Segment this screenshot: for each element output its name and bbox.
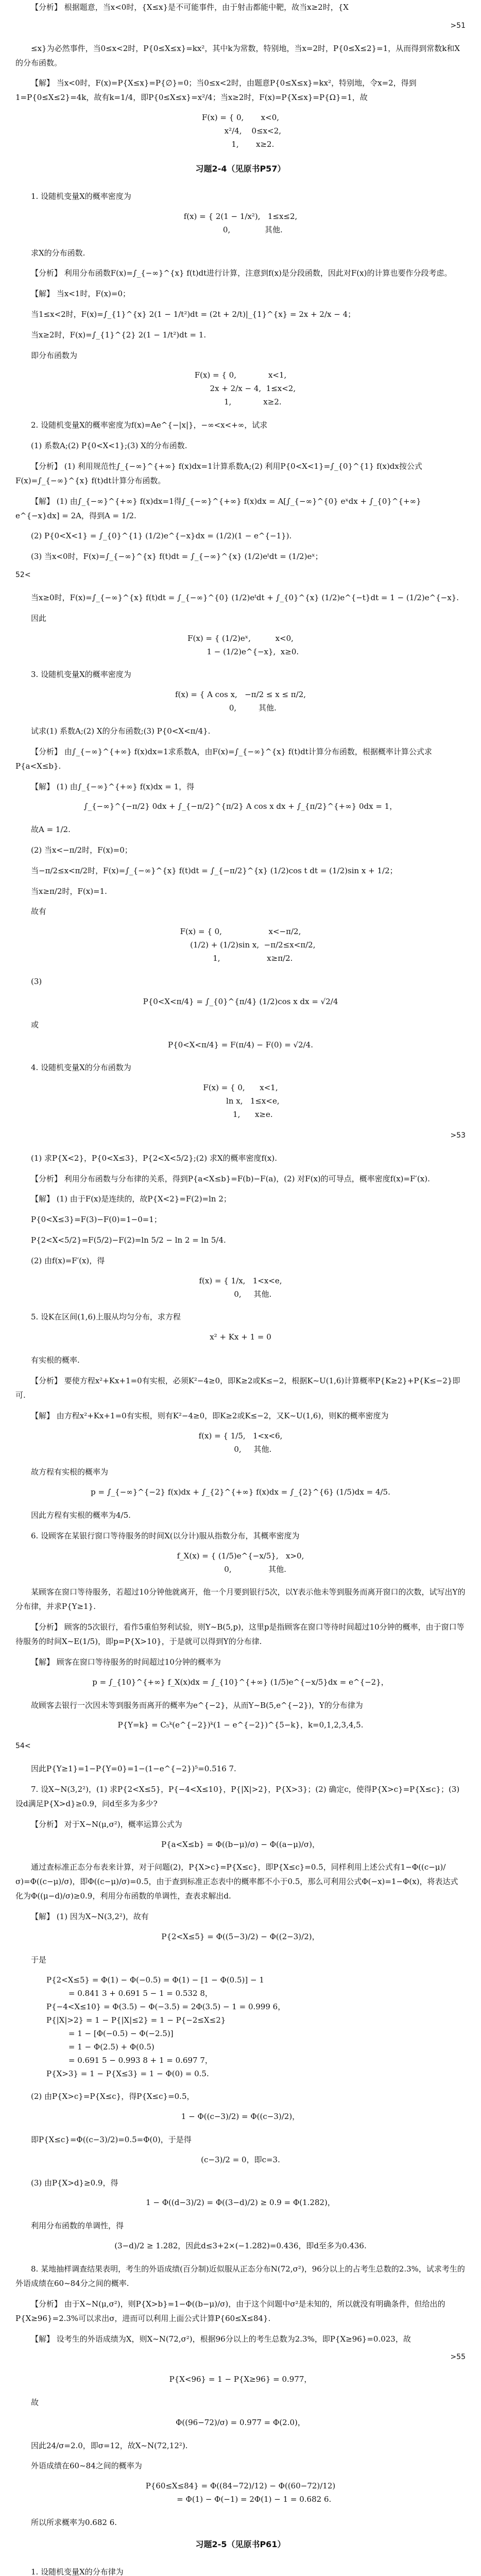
solution: 【解】 (1) 因为X~N(3,2²)，故有 [31,1912,149,1922]
solution: 当x≥0时，F(x)=∫_{−∞}^{x} f(t)dt = ∫_{−∞}^{0} (1/2)eᵗdt + ∫_{0}^{x} (1/2)e^{−t}dt = 1 − (1/2)e^{−x}. [31,592,459,602]
formula: f(x) = { 2(1 − 1/x²), 1≤x≤2, 0, 其他. [183,211,298,234]
formula: f(x) = { 1/x, 1<x<e, 0, 其他. [199,1276,282,1299]
solution: 当x≥2时，F(x)=∫_{1}^{2} 2(1 − 1/t²)dt = 1. [31,330,207,340]
solution: 或 [31,1020,39,1029]
formula: f_X(x) = { (1/5)e^{−x/5}, x>0, 0, 其他. [177,1551,304,1574]
solution: 【解】 设考生的外语成绩为X，则X~N(72,σ²)，根据96分以上的考生总数为2.3%，即P{X≥96}=0.023，故 [31,2334,411,2344]
analysis: 通过查标准正态分布表来计算，对于问题(2)，P{X>c}=P{X≤c}，即P{X≤c}=0.5，同样利用上述公式有1−Φ((c−μ)/σ)=Φ((c−μ)/σ)，即Φ((c−μ)/σ)=0.5，由于查到标准正态表中的概率都不小于0.5，那么可利用公式Φ(−x)=1−Φ(x)，将表达式化为Φ((μ−d)/σ)≥0.9，利用分布函数的单调性，查表求解出d. [15,1862,458,1901]
formula: F(x) = { 0, x<0, x²/4, 0≤x<2, 1, x≥2. [201,113,282,149]
analysis: 【分析】 对于X~N(μ,σ²)，概率运算公式为 [31,1819,182,1829]
solution: 所以所求概率为0.682 6. [31,2518,117,2527]
solution: 外语成绩在60~84之间的概率为 [31,2461,142,2471]
formula: P{X<96} = 1 − P{X≥96} = 0.977， [169,2375,312,2384]
formula: ∫_{−∞}^{−π/2} 0dx + ∫_{−π/2}^{π/2} A cos x dx + ∫_{π/2}^{+∞} 0dx = 1， [83,802,398,811]
section-title: 习题2-4（见原书P57） [195,164,286,174]
formula: P{60≤X≤84} = Φ((84−72)/12) − Φ((60−72)/12) = Φ(1) − Φ(−1) = 2Φ(1) − 1 = 0.682 6. [145,2481,336,2504]
page-number: >55 [450,2353,466,2362]
solution: 于是 [31,1955,47,1964]
solution: 即分布函数为 [31,350,78,360]
solution: (2) 由f(x)=F′(x)，得 [31,1256,105,1265]
solution: 当−π/2≤x<π/2时，F(x)=∫_{−∞}^{x} f(t)dt = ∫_{−π/2}^{x} (1/2)cos t dt = (1/2)sin x + 1/2； [31,866,398,875]
question: 2. 设随机变量X的概率密度为f(x)=Ae^{−|x|}，−∞<x<+∞，试求 [31,420,268,430]
analysis: 【分析】 利用分布函数与分布律的关系，得到P{a<X≤b}=F(b)−F(a)，(2) 对F(x)的可导点，概率密度f(x)=F′(x). [31,1174,430,1183]
solution: (3) 当x<0时，F(x)=∫_{−∞}^{x} f(t)dt = ∫_{−∞}^{x} (1/2)eᵗdt = (1/2)eˣ； [31,552,323,562]
formula: F(x) = { 0, x<1, ln x, 1≤x<e, 1, x≥e. [203,1083,280,1120]
solution: 故顾客去银行一次因未等到服务而离开的概率为e^{−2}，从而Y~B(5,e^{−2})，Y的分布律为 [31,1700,363,1710]
solution: (3) 由P{X>d}≥0.9，得 [31,2178,118,2188]
solution: 因此P{Y≥1}=1−P{Y=0}=1−(1−e^{−2})⁵=0.516 7. [31,1764,236,1774]
solution: 因此24/σ=2.0，即σ=12，故X~N(72,12²). [31,2441,188,2450]
solution: 当1≤x<2时，F(x)=∫_{1}^{x} 2(1 − 1/t²)dt = (2t + 2/t)|_{1}^{x} = 2x + 2/x − 4； [31,309,356,319]
analysis: 【分析】 由于X~N(μ,σ²)，则P{X>b}=1−Φ((b−μ)/σ)，由于这个问题中σ²是未知的，所以就没有明确条件，但给出的P{X≥96}=2.3%可以求出σ，进而可以利用上面公式计算P{60≤X≤84}. [15,2299,445,2323]
formula: P{Y=k} = C₅ᵏ(e^{−2})ᵏ(1 − e^{−2})^{5−k}，k=0,1,2,3,4,5. [117,1720,364,1730]
question: 某顾客在窗口等待服务，若超过10分钟他就离开，他一个月要到银行5次，以Y表示他未等到服务而离开窗口的次数，试写出Y的分布律，并求P{Y≥1}. [15,1587,466,1612]
analysis: 【分析】 由∫_{−∞}^{+∞} f(x)dx=1求系数A，由F(x)=∫_{−∞}^{x} f(t)dt计算分布函数，根据概率计算公式求P{a<X≤b}. [15,747,432,771]
analysis: 【分析】 顾客的5次银行，看作5重伯努利试验，则Y~B(5,p)，这里p是指顾客在窗口等待时间超过10分钟的概率，由于窗口等待服务的时间X~E(1/5)，即p=P{X>10}，于是就可以得到Y的分布律. [15,1622,465,1647]
question: 有实根的概率. [31,1355,80,1365]
solution: (2) P{0<X<1} = ∫_{0}^{1} (1/2)e^{−x}dx = (1/2)(1 − e^{−1}). [31,531,292,541]
question: 7. 设X~N(3,2²)，(1) 求P{2<X≤5}，P{−4<X≤10}，P{|X|>2}，P{X>3}；(2) 确定c，使得P{X>c}=P{X≤c}；(3) 设d满足P{X>d}≥0.9，问d至多为多少? [15,1784,460,1808]
formula: f(x) = { A cos x, −π/2 ≤ x ≤ π/2, 0, 其他. [175,690,306,713]
formula: P{2<X≤5} = Φ(1) − Φ(−0.5) = Φ(1) − [1 − Φ(0.5)] − 1 = 0.841 3 + 0.691 5 − 1 = 0.532 8， P{−4<X≤10} = Φ(3.5) − Φ(−3.5) = 2Φ(3.5) − 1 = 0.999 6， P{|X|>2} = 1 − P{|X|≤2} = 1 − P{−2≤X≤2} = 1 − [Φ(−0.5) − Φ(−2.5)] = 1 − Φ(2.5) + Φ(0.5) = 0.691 5 − 0.993 8 + 1 = 0.697 7， P{X>3} = 1 − P{X≤3} = 1 − Φ(0) = 0.5. [46,1975,286,2078]
analysis: 【分析】 利用分布函数F(x)=∫_{−∞}^{x} f(t)dt进行计算，注意到f(x)是分段函数，因此对F(x)的计算也要作分段考虑。 [31,268,452,278]
formula: P{0<X<π/4} = F(π/4) − F(0) = √2/4. [168,1040,313,1049]
formula: (3−d)/2 ≥ 1.282，因此d≤3+2×(−1.282)=0.436，即d至多为0.436. [114,2241,367,2251]
solution: 【解】 由方程x²+Kx+1=0有实根，则有K²−4≥0，即K≥2或K≤−2，又K~U(1,6)，则K的概率密度为 [31,1411,389,1420]
solution: 【解】 (1) 由∫_{−∞}^{+∞} f(x)dx = 1，得 [31,782,195,791]
question: 5. 设K在区间(1,6)上服从均匀分布，求方程 [31,1312,181,1322]
question: 4. 设随机变量X的分布函数为 [31,1063,131,1073]
formula: p = ∫_{10}^{+∞} f_X(x)dx = ∫_{10}^{+∞} (1/5)e^{−x/5}dx = e^{−2}， [92,1677,389,1687]
formula: P{2<X≤5} = Φ((5−3)/2) − Φ((2−3)/2)， [161,1931,320,1941]
page-number: 52< [15,571,31,580]
solution: 故 [31,2397,39,2407]
question: 求X的分布函数. [31,248,85,258]
solution: 利用分布函数的单调性，得 [31,2221,124,2231]
section-title: 习题2-5（见原书P61） [195,2539,286,2549]
solution: 当x≥π/2时，F(x)=1. [31,886,107,896]
question: (1) 系数A;(2) P{0<X<1};(3) X的分布函数. [31,441,187,450]
page-number: 54< [15,1742,31,1751]
analysis: 【分析】 要使方程x²+Kx+1=0有实根，必须K²−4≥0，即K≥2或K≤−2，根据K~U(1,6)计算概率P{K≥2}+P{K≤−2}即可. [15,1376,460,1400]
page-number: >51 [450,21,466,30]
question: 试求(1) 系数A;(2) X的分布函数;(3) P{0<X<π/4}. [31,726,211,736]
formula: 1 − Φ((d−3)/2) = Φ((3−d)/2) ≥ 0.9 = Φ(1.282)， [146,2198,335,2208]
formula: f(x) = { 1/5, 1<x<6, 0, 其他. [198,1431,283,1454]
solution: 即P{X≤c}=Φ((c−3)/2)=0.5=Φ(0)，于是得 [31,2135,192,2144]
formula: 1 − Φ((c−3)/2) = Φ((c−3)/2)， [181,2112,300,2122]
formula: Φ((96−72)/σ) = 0.977 = Φ(2.0)， [176,2417,305,2427]
question: (1) 求P{X<2}，P{0<X≤3}，P{2<X<5/2};(2) 求X的概率密度f(x). [31,1153,277,1163]
solution: (3) [31,977,42,987]
formula: F(x) = { (1/2)eˣ, x<0, 1 − (1/2)e^{−x}, x≥0. [187,633,299,656]
solution: (2) 当x<−π/2时，F(x)=0； [31,845,132,855]
paragraph: ≤x}为必然事件，当0≤x<2时，P{0≤X≤x}=kx²，其中k为常数，特别地，当x=2时，P{0≤X≤2}=1，从而得到常数k和X的分布函数。 [15,43,460,67]
paragraph: 【分析】 根据题意，当x<0时，{X≤x}是不可能事件，由于射击都能中靶，故当x≥2时，{X [31,3,349,12]
analysis: 【分析】 (1) 利用规范性∫_{−∞}^{+∞} f(x)dx=1计算系数A;(2) 利用P{0<X<1}=∫_{0}^{1} f(x)dx按公式F(x)=∫_{−∞}^{x} f(t)dt计算分布函数。 [15,461,422,485]
solution: 因此方程有实根的概率为4/5. [31,1510,131,1520]
question: 3. 设随机变量X的概率密度为 [31,670,131,680]
solution: 因此 [31,613,47,623]
formula: (c−3)/2 = 0，即c=3. [201,2155,280,2164]
formula: P{0<X<π/4} = ∫_{0}^{π/4} (1/2)cos x dx = √2/4 [143,996,338,1006]
solution: 【解】 当x<1时，F(x)=0； [31,289,131,299]
question: 8. 某地抽样调查结果表明，考生的外语成绩(百分制)近似服从正态分布N(72,σ²)，96分以上的占考生总数的2.3%，试求考生的外语成绩在60~84分之间的概率. [15,2264,465,2288]
page-number: >53 [450,1131,466,1140]
solution: P{2<X<5/2}=F(5/2)−F(2)=ln 5/2 − ln 2 = ln 5/4. [31,1235,226,1245]
formula: p = ∫_{−∞}^{−2} f(x)dx + ∫_{2}^{+∞} f(x)dx = ∫_{2}^{6} (1/5)dx = 4/5. [91,1487,390,1497]
solution: 【解】 (1) 由于F(x)是连续的，故P{X<2}=F(2)=ln 2； [31,1194,231,1204]
question: 1. 设随机变量X的概率密度为 [31,191,131,201]
question: 1. 设随机变量X的分布律为 [31,2567,124,2576]
paragraph: 【解】 当x<0时，F(x)=P{X≤x}=P{∅}=0；当0≤x<2时，由题意P{0≤X≤x}=kx²，特别地，令x=2，得到1=P{0≤X≤2}=4k，故有k=1/4，即P{0≤X≤x}=x²/4；当x≥2时，F(x)=P{X≤x}=P{Ω}=1，故 [15,78,417,103]
solution: 【解】 (1) 由∫_{−∞}^{+∞} f(x)dx=1得∫_{−∞}^{+∞} f(x)dx = A[∫_{−∞}^{0} eˣdx + ∫_{0}^{+∞} e^{−x}dx] = 2A，得到A = 1/2. [15,496,421,520]
solution: P{0<X≤3}=F(3)−F(0)=1−0=1； [31,1215,162,1225]
question: 6. 设顾客在某银行窗口等待服务的时间X(以分计)服从指数分布，其概率密度为 [31,1531,300,1540]
formula: P{a<X≤b} = Φ((b−μ)/σ) − Φ((a−μ)/σ)， [161,1839,320,1849]
formula: F(x) = { 0, x<−π/2, (1/2) + (1/2)sin x, −π/2≤x<π/2, 1, x≥π/2. [180,927,316,963]
solution: (2) 由P{X>c}=P{X≤c}，得P{X≤c}=0.5， [31,2092,195,2102]
solution: 故有 [31,907,47,917]
formula: x² + Kx + 1 = 0 [210,1332,271,1342]
formula: F(x) = { 0, x<1, 2x + 2/x − 4, 1≤x<2, 1, x≥2. [194,370,296,407]
solution: 【解】 顾客在窗口等待服务的时间超过10分钟的概率为 [31,1657,221,1667]
solution: 故A = 1/2. [31,825,71,835]
solution: 故方程有实根的概率为 [31,1467,109,1477]
